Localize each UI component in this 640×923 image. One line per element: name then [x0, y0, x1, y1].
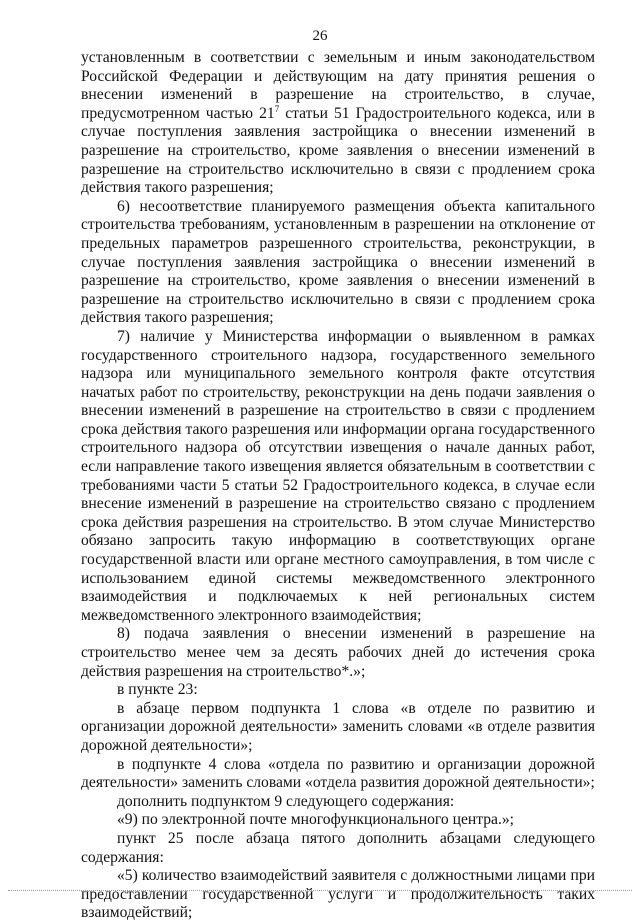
paragraph-text: 6) несоответствие планируемого размещения объекта капитального строительства требованиям, установленным в разрешении на отклонение от предельных параметров разрешенного строительства, реконструкции, в случае поступления заявления застройщика о внесении изменений в разрешение на строительство, кроме заявления о внесении изменений в разрешение на строительство исключительно в связи с продлением срока действия такого разрешения;: [81, 197, 595, 327]
paragraph-text: 7) наличие у Министерства информации о выявленном в рамках государственного строительного надзора, государственного земельного надзора или муниципального земельного контроля факте отсутствия начатых работ по строительству, реконструкции на день подачи заявления о внесении изменений в разрешение на строительство в связи с продлением срока действия такого разрешения или информации органа государственного строительного надзора об отсутствии извещения о начале данных работ, если направление такого извещения является обязательным в соответствии с требованиями части 5 статьи 52 Градостроительного кодекса, в случае если внесение изменений в разрешение на строительство связано с продлением срока действия разрешения на строительство. В этом случае Министерство обязано запросить такую информацию в соответствующих органе государственной власти или органе местного самоуправления, в том числе с использованием единой системы межведомственного электронного взаимодействия и подключаемых к ней региональных систем межведомственного электронного взаимодействия;: [81, 327, 595, 624]
paragraph: [81, 198, 595, 328]
paragraph-text: «9) по электронной почте многофункционального центра.»;: [117, 811, 514, 829]
paragraph-text: дополнить подпунктом 9 следующего содержания:: [117, 792, 455, 810]
document-body: [81, 49, 595, 923]
paragraph: [81, 700, 595, 756]
paragraph-text: статьи 51 Градостроительного кодекса, или в случае поступления заявления застройщика о внесении изменений в разрешение на строительство, кроме заявления о внесении изменений в разрешение на строительство исключительно в связи с продлением срока действия такого разрешения;: [81, 104, 595, 197]
paragraph-text: в пункте 23:: [117, 681, 198, 699]
paragraph-text: 8) подача заявления о внесении изменений в разрешение на строительство менее чем за десять рабочих дней до истечения срока действия разрешения на строительство*.»;: [81, 625, 595, 680]
page-number: 26: [312, 28, 328, 44]
paragraph: [81, 49, 595, 198]
paragraph: [81, 867, 595, 923]
paragraph: [81, 830, 595, 867]
paragraph: [81, 328, 595, 626]
paragraph-text: установленным в соответствии с земельным и иным законодательством Российской Федерации и действующим на дату принятия решения о внесении изменений в разрешение на строительство, в случае, предусмотренном частью 21: [81, 49, 595, 122]
paragraph: [81, 756, 595, 793]
paragraph: [81, 811, 595, 830]
paragraph: [81, 793, 595, 812]
page-bottom-rule: [8, 890, 632, 891]
paragraph-text: пункт 25 после абзаца пятого дополнить абзацами следующего содержания:: [81, 829, 595, 866]
paragraph-text: в абзаце первом подпункта 1 слова «в отделе по развитию и организации дорожной деятельности» заменить словами «в отделе развития дорожной деятельности»;: [81, 699, 595, 754]
paragraph: [81, 625, 595, 681]
superscript: 7: [274, 103, 280, 114]
paragraph: [81, 681, 595, 700]
paragraph-text: «5) количество взаимодействий заявителя с должностными лицами при предоставлении государственной услуги и продолжительность таких взаимодействий;: [81, 867, 595, 922]
paragraph-text: в подпункте 4 слова «отдела по развитию и организации дорожной деятельности» заменить словами «отдела развития дорожной деятельности»;: [81, 755, 595, 792]
